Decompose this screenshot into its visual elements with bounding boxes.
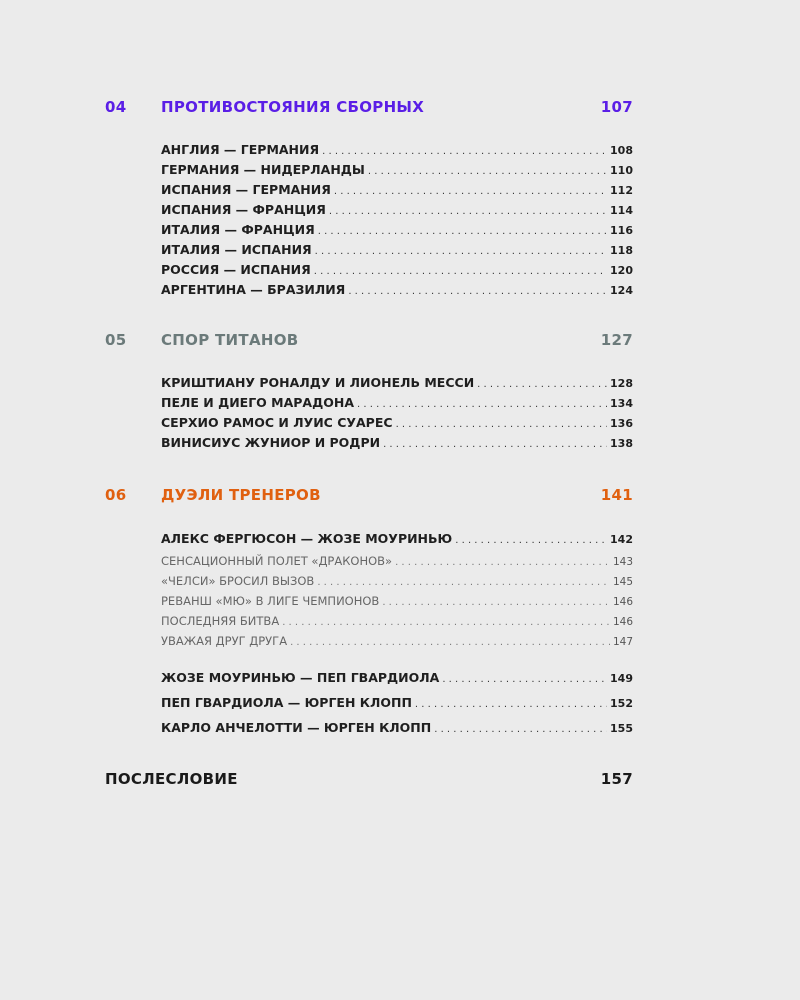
dot-leader: [334, 182, 607, 202]
subentry-title: «ЧЕЛСИ» БРОСИЛ ВЫЗОВ: [161, 574, 315, 588]
toc-entry[interactable]: [161, 433, 633, 453]
dot-leader: [442, 667, 607, 692]
subentry-page: 147: [612, 636, 633, 648]
dot-leader: [368, 162, 607, 182]
dot-leader: [317, 573, 610, 593]
chapter-05-heading[interactable]: [105, 331, 633, 355]
toc-entry[interactable]: [161, 140, 633, 160]
chapter-number: 04: [105, 98, 127, 116]
toc-subentry[interactable]: [161, 611, 633, 631]
dot-leader: [315, 242, 607, 262]
table-of-contents: [105, 98, 633, 794]
dot-leader: [318, 222, 607, 242]
chapter-04-heading[interactable]: [105, 98, 633, 122]
chapter-05-entries: [161, 373, 633, 453]
entry-page: 142: [610, 533, 633, 546]
entry-page: 124: [610, 284, 633, 297]
entry-page: 120: [610, 264, 633, 277]
toc-entry[interactable]: [161, 526, 633, 551]
toc-entry[interactable]: [161, 280, 633, 300]
entry-page: 128: [610, 377, 633, 390]
subentry-title: УВАЖАЯ ДРУГ ДРУГА: [161, 634, 288, 648]
entry-title: ИСПАНИЯ — ФРАНЦИЯ: [161, 202, 326, 217]
chapter-04-entries: [161, 140, 633, 300]
subentry-page: 146: [612, 616, 633, 628]
chapter-number: 05: [105, 331, 127, 349]
toc-subentry[interactable]: [161, 551, 633, 571]
toc-entry[interactable]: [161, 240, 633, 260]
dot-leader: [382, 593, 610, 613]
dot-leader: [395, 553, 610, 573]
chapter-title: ПРОТИВОСТОЯНИЯ СБОРНЫХ: [161, 98, 425, 116]
entry-page: 110: [610, 164, 633, 177]
entry-page: 116: [610, 224, 633, 237]
entry-page: 112: [610, 184, 633, 197]
entry-title: РОССИЯ — ИСПАНИЯ: [161, 262, 311, 277]
toc-entry[interactable]: [161, 180, 633, 200]
dot-leader: [383, 435, 607, 455]
entry-page: 108: [610, 144, 633, 157]
entry-title: ЖОЗЕ МОУРИНЬЮ — ПЕП ГВАРДИОЛА: [161, 670, 440, 685]
chapter-page: 141: [600, 486, 633, 504]
entry-page: 138: [610, 437, 633, 450]
entry-page: 149: [610, 672, 633, 685]
toc-entry[interactable]: [161, 160, 633, 180]
toc-subentry[interactable]: [161, 591, 633, 611]
entry-title: АЛЕКС ФЕРГЮСОН — ЖОЗЕ МОУРИНЬЮ: [161, 531, 453, 546]
dot-leader: [322, 142, 607, 162]
toc-entry[interactable]: [161, 690, 633, 715]
entry-title: АРГЕНТИНА — БРАЗИЛИЯ: [161, 282, 346, 297]
entry-title: ПЕП ГВАРДИОЛА — ЮРГЕН КЛОПП: [161, 695, 412, 710]
dot-leader: [396, 415, 607, 435]
subentry-page: 146: [612, 596, 633, 608]
subentry-title: ПОСЛЕДНЯЯ БИТВА: [161, 614, 280, 628]
afterword-page: 157: [600, 770, 633, 788]
entry-title: ВИНИСИУС ЖУНИОР И РОДРИ: [161, 435, 381, 450]
dot-leader: [348, 282, 607, 302]
entry-title: ГЕРМАНИЯ — НИДЕРЛАНДЫ: [161, 162, 365, 177]
afterword-title: ПОСЛЕСЛОВИЕ: [105, 770, 238, 788]
dot-leader: [415, 692, 607, 717]
entry-title: ИСПАНИЯ — ГЕРМАНИЯ: [161, 182, 331, 197]
chapter-page: 127: [600, 331, 633, 349]
dot-leader: [282, 613, 610, 633]
toc-entry[interactable]: [161, 715, 633, 740]
toc-subentry[interactable]: [161, 571, 633, 591]
entry-title: ИТАЛИЯ — ФРАНЦИЯ: [161, 222, 315, 237]
subentry-title: СЕНСАЦИОННЫЙ ПОЛЕТ «ДРАКОНОВ»: [161, 554, 393, 568]
chapter-page: 107: [600, 98, 633, 116]
chapter-title: ДУЭЛИ ТРЕНЕРОВ: [161, 486, 321, 504]
dot-leader: [329, 202, 607, 222]
entry-title: АНГЛИЯ — ГЕРМАНИЯ: [161, 142, 320, 157]
toc-entry[interactable]: [161, 373, 633, 393]
toc-entry[interactable]: [161, 393, 633, 413]
entry-title: СЕРХИО РАМОС И ЛУИС СУАРЕС: [161, 415, 393, 430]
entry-page: 134: [610, 397, 633, 410]
subentry-title: РЕВАНШ «МЮ» В ЛИГЕ ЧЕМПИОНОВ: [161, 594, 380, 608]
dot-leader: [357, 395, 607, 415]
toc-entry[interactable]: [161, 665, 633, 690]
entry-page: 118: [610, 244, 633, 257]
entry-page: 152: [610, 697, 633, 710]
entry-page: 136: [610, 417, 633, 430]
dot-leader: [314, 262, 607, 282]
afterword-heading[interactable]: [105, 770, 633, 794]
toc-entry[interactable]: [161, 220, 633, 240]
dot-leader: [477, 375, 607, 395]
entry-page: 155: [610, 722, 633, 735]
subentry-page: 143: [612, 556, 633, 568]
dot-leader: [290, 633, 610, 653]
chapter-06-entries: [161, 526, 633, 740]
entry-title: ПЕЛЕ И ДИЕГО МАРАДОНА: [161, 395, 355, 410]
entry-page: 114: [610, 204, 633, 217]
chapter-06-heading[interactable]: [105, 486, 633, 510]
entry-title: ИТАЛИЯ — ИСПАНИЯ: [161, 242, 312, 257]
toc-entry[interactable]: [161, 413, 633, 433]
toc-entry[interactable]: [161, 260, 633, 280]
toc-subentry[interactable]: [161, 631, 633, 651]
dot-leader: [434, 717, 607, 742]
dot-leader: [455, 528, 607, 553]
chapter-title: СПОР ТИТАНОВ: [161, 331, 299, 349]
subentry-page: 145: [612, 576, 633, 588]
entry-title: КАРЛО АНЧЕЛОТТИ — ЮРГЕН КЛОПП: [161, 720, 432, 735]
chapter-number: 06: [105, 486, 127, 504]
entry-title: КРИШТИАНУ РОНАЛДУ И ЛИОНЕЛЬ МЕССИ: [161, 375, 475, 390]
toc-entry[interactable]: [161, 200, 633, 220]
